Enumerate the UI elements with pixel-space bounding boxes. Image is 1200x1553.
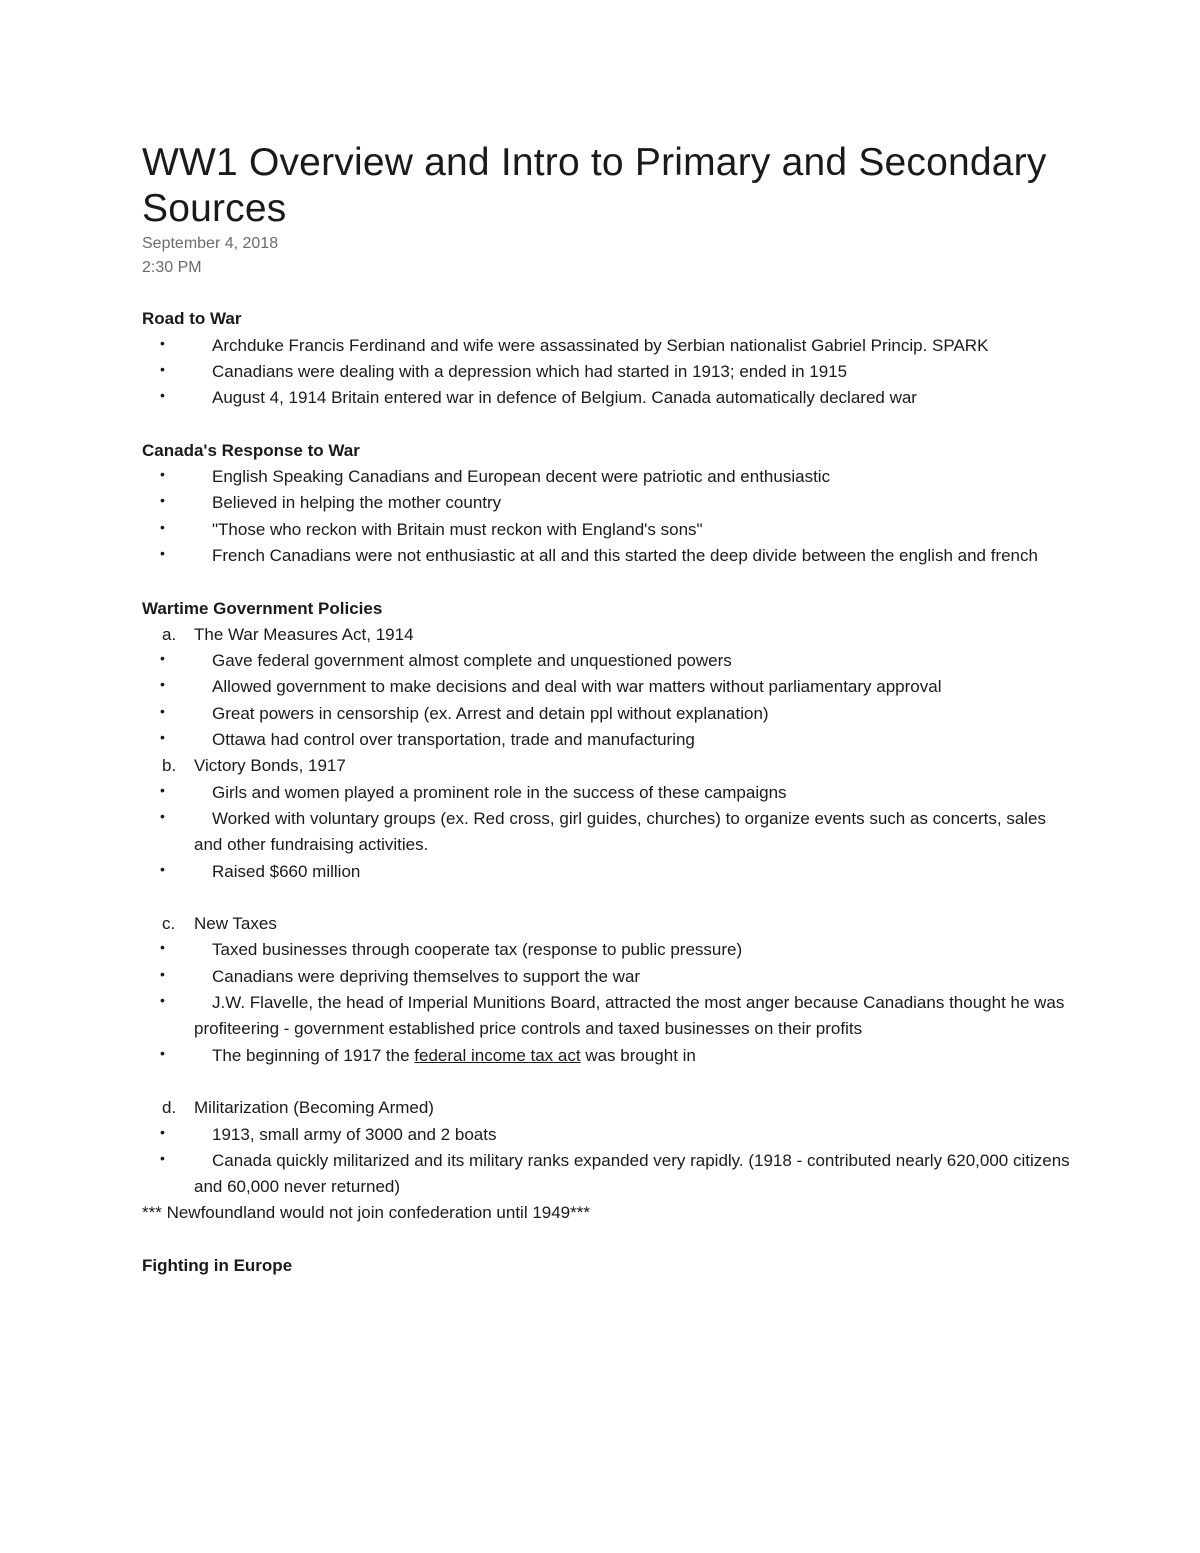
list-item: • Allowed government to make decisions and deal with war matters without parliamentary approval — [160, 676, 942, 697]
page-time: 2:30 PM — [142, 259, 202, 276]
bullet-icon: • — [160, 387, 165, 404]
list-item: • 1913, small army of 3000 and 2 boats — [160, 1123, 497, 1144]
lettered-item-b — [142, 753, 1072, 779]
spacer — [142, 569, 1072, 595]
bullet-list — [142, 464, 1072, 569]
bullet-icon: • — [160, 544, 165, 561]
bullet-icon: • — [160, 702, 165, 719]
bullet-list — [142, 1122, 1072, 1201]
list-item: • Canadians were depriving themselves to support the war — [160, 965, 641, 986]
list-item: • Canadians were dealing with a depression which had started in 1913; ended in 1915 — [160, 360, 848, 381]
section-canada-response — [142, 438, 1072, 569]
bullet-icon: • — [160, 518, 165, 535]
bullet-icon: • — [160, 1123, 165, 1140]
section-road-to-war — [142, 306, 1072, 411]
list-letter: a. — [162, 624, 177, 644]
bullet-icon: • — [160, 992, 165, 1009]
lettered-item-label: New Taxes — [194, 914, 277, 934]
bullet-list — [142, 780, 1072, 885]
spacer — [142, 885, 1072, 911]
section-heading: Road to War — [142, 309, 242, 329]
newfoundland-note: *** Newfoundland would not join confederation until 1949*** — [142, 1203, 590, 1223]
bullet-icon: • — [160, 492, 165, 509]
bullet-icon: • — [160, 676, 165, 693]
list-item: • Girls and women played a prominent role in the success of these campaigns — [160, 781, 787, 802]
list-item: • Archduke Francis Ferdinand and wife were assassinated by Serbian nationalist Gabriel Princip. SPARK — [160, 334, 989, 355]
list-item: • English Speaking Canadians and European decent were patriotic and enthusiastic — [160, 466, 831, 487]
bullet-icon: • — [160, 807, 165, 824]
list-letter: b. — [162, 756, 177, 776]
list-item: • August 4, 1914 Britain entered war in defence of Belgium. Canada automatically declared war — [160, 387, 917, 408]
list-item: • Believed in helping the mother country — [160, 492, 502, 513]
lettered-item-a — [142, 622, 1072, 648]
bullet-icon: • — [160, 360, 165, 377]
bullet-icon: • — [160, 781, 165, 798]
spacer — [142, 1227, 1072, 1253]
list-item: • Canada quickly militarized and its military ranks expanded very rapidly. (1918 - contributed nearly 620,000 citizens and 60,000 never returned) — [160, 1149, 1070, 1197]
spacer — [142, 1069, 1072, 1095]
section-wartime-policies — [142, 596, 1072, 1227]
spacer — [142, 411, 1072, 437]
section-heading: Fighting in Europe — [142, 1255, 293, 1275]
bullet-icon: • — [160, 965, 165, 982]
list-item: • Raised $660 million — [160, 860, 361, 881]
bullet-list — [142, 648, 1072, 753]
list-item: • Great powers in censorship (ex. Arrest and detain ppl without explanation) — [160, 702, 769, 723]
list-letter: c. — [162, 914, 176, 934]
list-item: • J.W. Flavelle, the head of Imperial Munitions Board, attracted the most anger because Canadians thought he was profiteering - government established price controls and taxed businesses on their profits — [160, 992, 1065, 1039]
bullet-icon: • — [160, 729, 165, 746]
lettered-item-d — [142, 1095, 1072, 1121]
bullet-icon: • — [160, 939, 165, 956]
bullet-icon: • — [160, 650, 165, 667]
list-item: • Gave federal government almost complete and unquestioned powers — [160, 650, 732, 671]
lettered-item-label: Victory Bonds, 1917 — [194, 756, 346, 776]
bullet-icon: • — [160, 860, 165, 877]
list-item: • Taxed businesses through cooperate tax (response to public pressure) — [160, 939, 743, 960]
list-letter: d. — [162, 1098, 177, 1118]
page-date: September 4, 2018 — [142, 235, 279, 252]
bullet-icon: • — [160, 1149, 165, 1166]
bullet-icon: • — [160, 466, 165, 483]
section-fighting-europe — [142, 1253, 1072, 1279]
bullet-list — [142, 333, 1072, 412]
list-item: • Worked with voluntary groups (ex. Red cross, girl guides, churches) to organize events such as concerts, sales and other fundraising activities. — [160, 807, 1047, 855]
bullet-icon: • — [160, 334, 165, 351]
spacer — [142, 280, 1072, 306]
lettered-item-label: The War Measures Act, 1914 — [194, 624, 414, 644]
lettered-item-label: Militarization (Becoming Armed) — [194, 1098, 434, 1118]
section-heading: Canada's Response to War — [142, 440, 360, 460]
page-title: WW1 Overview and Intro to Primary and Secondary Sources — [142, 141, 1047, 230]
bullet-list — [142, 937, 1072, 1068]
list-item: • French Canadians were not enthusiastic at all and this started the deep divide between the english and french — [160, 544, 1038, 565]
income-tax-act-link[interactable]: federal income tax act — [414, 1045, 581, 1065]
list-item: • The beginning of 1917 the federal income tax act was brought in — [160, 1044, 696, 1065]
bullet-icon: • — [160, 1044, 165, 1061]
list-item: • Ottawa had control over transportation, trade and manufacturing — [160, 729, 695, 750]
section-heading: Wartime Government Policies — [142, 598, 383, 618]
lettered-item-c — [142, 911, 1072, 937]
note-page — [142, 140, 1072, 1279]
list-item: • "Those who reckon with Britain must reckon with England's sons" — [160, 518, 703, 539]
